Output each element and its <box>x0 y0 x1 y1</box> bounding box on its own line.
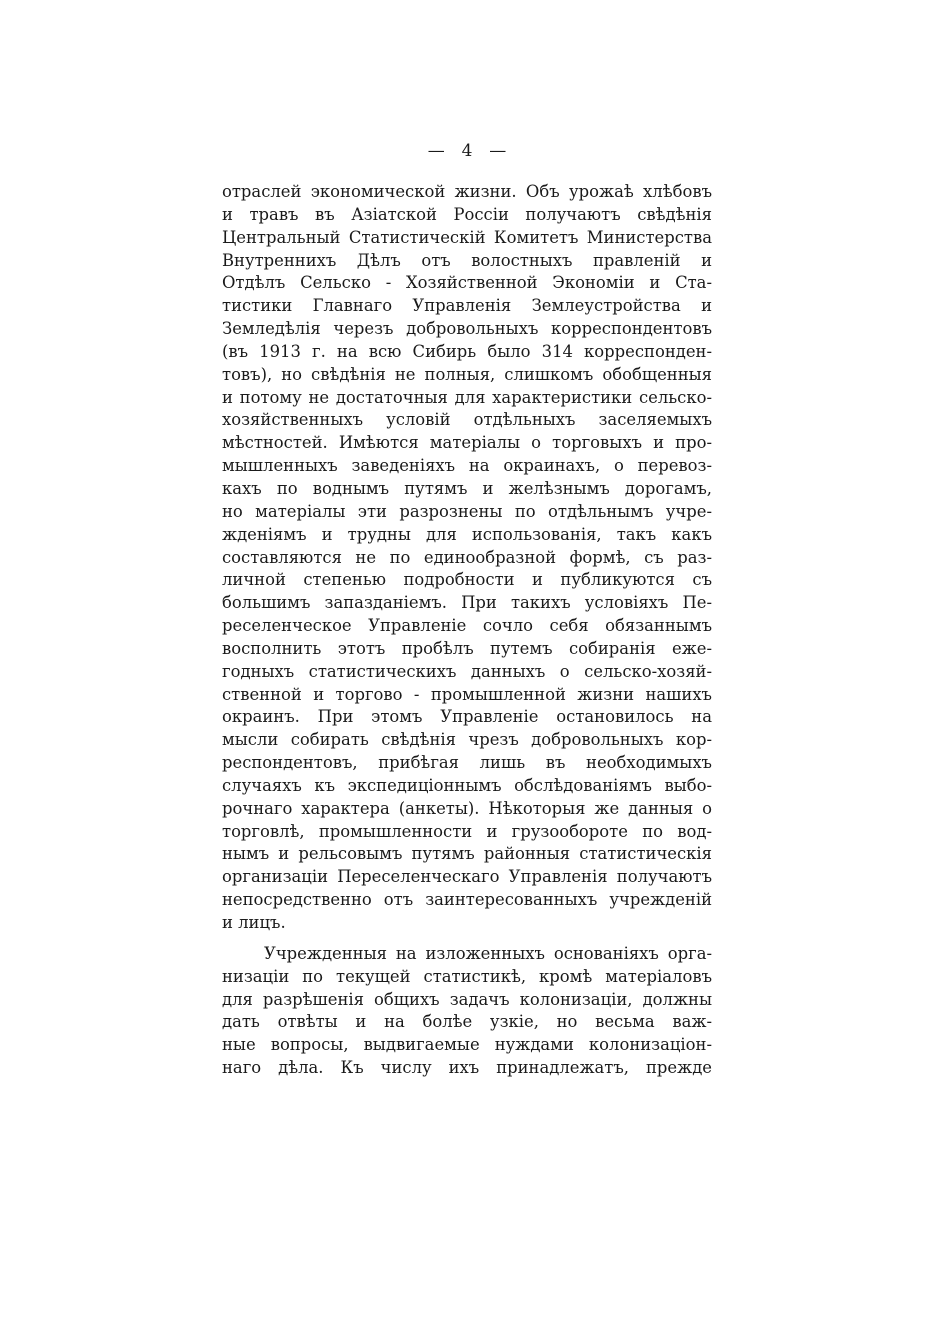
text-line: тистики Главнаго Управленія Землеустройства и <box>222 296 712 316</box>
text-line: восполнить этотъ пробѣлъ путемъ собиранія еже- <box>222 638 712 658</box>
text-line: респондентовъ, прибѣгая лишь въ необходимыхъ <box>222 753 712 773</box>
text-line: наго дѣла. Къ числу ихъ принадлежатъ, прежде <box>222 1058 712 1078</box>
text-line: Земледѣлія черезъ добровольныхъ корреспондентовъ <box>222 319 712 339</box>
text-line: мысли собирать свѣдѣнія чрезъ добровольныхъ кор- <box>222 730 712 750</box>
text-line: личной степенью подробности и публикуются съ <box>222 570 712 590</box>
text-line: жденіямъ и трудны для использованія, такъ какъ <box>222 524 712 544</box>
text-line: дать отвѣты и на болѣе узкіе, но весьма важ- <box>222 1012 712 1032</box>
text-line: годныхъ статистическихъ данныхъ о сельско-хозяй- <box>222 661 712 681</box>
text-line: товъ), но свѣдѣнія не полныя, слишкомъ обобщенныя <box>222 364 712 384</box>
text-line: и потому не достаточныя для характеристики сельско- <box>222 387 712 407</box>
text-line: окраинъ. При этомъ Управленіе остановилось на <box>222 707 712 727</box>
paragraph-1 <box>222 181 712 935</box>
text-line: кахъ по воднымъ путямъ и желѣзнымъ дорогамъ, <box>222 478 712 498</box>
text-line: Центральный Статистическій Комитетъ Министерства <box>222 227 712 247</box>
text-line: нымъ и рельсовымъ путямъ районныя статистическія <box>222 844 712 864</box>
text-line: мѣстностей. Имѣются матеріалы о торговыхъ и про- <box>222 433 712 453</box>
text-line: Отдѣлъ Сельско - Хозяйственной Экономіи и Ста- <box>222 273 712 293</box>
text-line: Внутреннихъ Дѣлъ отъ волостныхъ правленій и <box>222 250 712 270</box>
text-line: реселенческое Управленіе сочло себя обязаннымъ <box>222 616 712 636</box>
text-line: торговлѣ, промышленности и грузообороте по вод- <box>222 821 712 841</box>
text-line: для разрѣшенія общихъ задачъ колонизаціи, должны <box>222 989 712 1009</box>
paragraph-2 <box>222 943 712 1080</box>
text-line: низаціи по текущей статистикѣ, кромѣ матеріаловъ <box>222 966 712 986</box>
text-line: непосредственно отъ заинтересованныхъ учрежденій <box>222 890 712 910</box>
text-line: (въ 1913 г. на всю Сибирь было 314 корреспонден- <box>222 341 712 361</box>
text-line: рочнаго характера (анкеты). Нѣкоторыя же данныя о <box>222 798 712 818</box>
paragraph-gap <box>222 935 712 943</box>
text-line: ные вопросы, выдвигаемые нуждами колонизаціон- <box>222 1035 712 1055</box>
text-line: составляются не по единообразной формѣ, съ раз- <box>222 547 712 567</box>
text-line: ственной и торгово - промышленной жизни нашихъ <box>222 684 712 704</box>
page-number: — 4 — <box>427 141 509 161</box>
text-line: отраслей экономической жизни. Объ урожаѣ хлѣбовъ <box>222 182 712 201</box>
text-line: хозяйственныхъ условій отдѣльныхъ заселяемыхъ <box>222 410 712 430</box>
text-line: Учрежденныя на изложенныхъ основаніяхъ орга- <box>264 943 712 963</box>
text-line: и травъ въ Азіатской Россіи получаютъ свѣдѣнія <box>222 204 712 224</box>
text-line: случаяхъ къ экспедиціоннымъ обслѣдованіямъ выбо- <box>222 775 712 795</box>
body-text <box>222 181 712 1080</box>
text-line: организаціи Переселенческаго Управленія получаютъ <box>222 867 712 887</box>
text-line: большимъ запазданіемъ. При такихъ условіяхъ Пе- <box>222 593 712 613</box>
text-line: мышленныхъ заведеніяхъ на окраинахъ, о перевоз- <box>222 456 712 476</box>
text-line: но матеріалы эти разрознены по отдѣльнымъ учре- <box>222 501 712 521</box>
text-line: и лицъ. <box>222 913 286 932</box>
